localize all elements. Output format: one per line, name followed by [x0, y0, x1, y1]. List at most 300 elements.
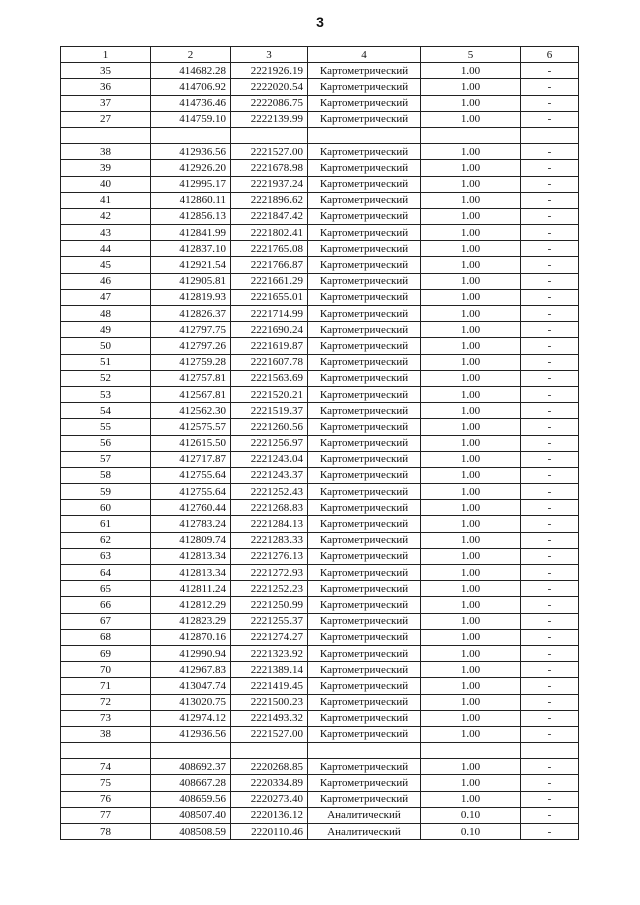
- accuracy-cell: 1.00: [421, 662, 521, 678]
- note-cell: -: [521, 824, 579, 840]
- accuracy-cell: 1.00: [421, 791, 521, 807]
- y-coordinate-cell: 2221493.32: [231, 710, 308, 726]
- method-cell: Картометрический: [308, 484, 421, 500]
- note-cell: -: [521, 484, 579, 500]
- table-row: [61, 338, 579, 354]
- table-row: [61, 500, 579, 516]
- table-row: [61, 726, 579, 742]
- x-coordinate-cell: 412809.74: [151, 532, 231, 548]
- method-cell: Картометрический: [308, 500, 421, 516]
- table-row: [61, 694, 579, 710]
- accuracy-cell: 1.00: [421, 435, 521, 451]
- note-cell: -: [521, 451, 579, 467]
- x-coordinate-cell: 408508.59: [151, 824, 231, 840]
- point-number-cell: 58: [61, 467, 151, 483]
- table-row: [61, 208, 579, 224]
- method-cell: Картометрический: [308, 370, 421, 386]
- table-row: [61, 775, 579, 791]
- x-coordinate-cell: 412755.64: [151, 484, 231, 500]
- y-coordinate-cell: 2221272.93: [231, 565, 308, 581]
- accuracy-cell: 1.00: [421, 160, 521, 176]
- point-number-cell: 66: [61, 597, 151, 613]
- method-cell: Картометрический: [308, 95, 421, 111]
- table-row: [61, 386, 579, 402]
- table-row: [61, 63, 579, 79]
- note-cell: -: [521, 160, 579, 176]
- table-body: [61, 63, 579, 840]
- point-number-cell: 46: [61, 273, 151, 289]
- note-cell: -: [521, 710, 579, 726]
- table-row: [61, 662, 579, 678]
- y-coordinate-cell: 2221563.69: [231, 370, 308, 386]
- table-row: [61, 791, 579, 807]
- x-coordinate-cell: 413020.75: [151, 694, 231, 710]
- method-cell: Картометрический: [308, 694, 421, 710]
- point-number-cell: 49: [61, 322, 151, 338]
- accuracy-cell: 1.00: [421, 678, 521, 694]
- table-row: [61, 95, 579, 111]
- accuracy-cell: 1.00: [421, 710, 521, 726]
- x-coordinate-cell: 412813.34: [151, 548, 231, 564]
- accuracy-cell: 1.00: [421, 629, 521, 645]
- method-cell: Картометрический: [308, 403, 421, 419]
- table-row: [61, 548, 579, 564]
- accuracy-cell: 1.00: [421, 532, 521, 548]
- x-coordinate-cell: 412856.13: [151, 208, 231, 224]
- note-cell: -: [521, 581, 579, 597]
- note-cell: -: [521, 192, 579, 208]
- note-cell: -: [521, 807, 579, 823]
- note-cell: -: [521, 306, 579, 322]
- accuracy-cell: 1.00: [421, 111, 521, 127]
- table-row: [61, 79, 579, 95]
- method-cell: Картометрический: [308, 306, 421, 322]
- y-coordinate-cell: 2221243.04: [231, 451, 308, 467]
- x-coordinate-cell: 412826.37: [151, 306, 231, 322]
- y-coordinate-cell: 2220268.85: [231, 759, 308, 775]
- y-coordinate-cell: 2221323.92: [231, 645, 308, 661]
- note-cell: -: [521, 775, 579, 791]
- y-coordinate-cell: 2221527.00: [231, 726, 308, 742]
- x-coordinate-cell: 412717.87: [151, 451, 231, 467]
- point-number-cell: 36: [61, 79, 151, 95]
- method-cell: Картометрический: [308, 338, 421, 354]
- note-cell: -: [521, 500, 579, 516]
- x-coordinate-cell: 412926.20: [151, 160, 231, 176]
- point-number-cell: 54: [61, 403, 151, 419]
- accuracy-cell: 1.00: [421, 726, 521, 742]
- y-coordinate-cell: 2221243.37: [231, 467, 308, 483]
- accuracy-cell: 1.00: [421, 241, 521, 257]
- point-number-cell: 61: [61, 516, 151, 532]
- table-row: [61, 435, 579, 451]
- note-cell: -: [521, 516, 579, 532]
- x-coordinate-cell: 412841.99: [151, 225, 231, 241]
- x-coordinate-cell: [151, 743, 231, 759]
- accuracy-cell: 1.00: [421, 467, 521, 483]
- method-cell: Картометрический: [308, 597, 421, 613]
- column-header: 6: [521, 47, 579, 63]
- method-cell: Картометрический: [308, 419, 421, 435]
- note-cell: -: [521, 678, 579, 694]
- point-number-cell: 70: [61, 662, 151, 678]
- note-cell: -: [521, 225, 579, 241]
- accuracy-cell: 1.00: [421, 694, 521, 710]
- accuracy-cell: 1.00: [421, 322, 521, 338]
- method-cell: Картометрический: [308, 241, 421, 257]
- table-row: [61, 241, 579, 257]
- table-row: [61, 257, 579, 273]
- column-header: 2: [151, 47, 231, 63]
- table-row: [61, 144, 579, 160]
- method-cell: Картометрический: [308, 192, 421, 208]
- table-row: [61, 759, 579, 775]
- accuracy-cell: 1.00: [421, 565, 521, 581]
- accuracy-cell: 1.00: [421, 95, 521, 111]
- y-coordinate-cell: 2221802.41: [231, 225, 308, 241]
- table-row: [61, 111, 579, 127]
- y-coordinate-cell: 2221607.78: [231, 354, 308, 370]
- y-coordinate-cell: 2221250.99: [231, 597, 308, 613]
- note-cell: -: [521, 208, 579, 224]
- point-number-cell: 74: [61, 759, 151, 775]
- x-coordinate-cell: 412759.28: [151, 354, 231, 370]
- method-cell: Картометрический: [308, 176, 421, 192]
- point-number-cell: 55: [61, 419, 151, 435]
- point-number-cell: 52: [61, 370, 151, 386]
- y-coordinate-cell: 2220273.40: [231, 791, 308, 807]
- table-row: [61, 807, 579, 823]
- table-row-blank: [61, 743, 579, 759]
- accuracy-cell: 1.00: [421, 419, 521, 435]
- table-row: [61, 467, 579, 483]
- x-coordinate-cell: 412870.16: [151, 629, 231, 645]
- y-coordinate-cell: 2221520.21: [231, 386, 308, 402]
- column-header: 4: [308, 47, 421, 63]
- y-coordinate-cell: 2220110.46: [231, 824, 308, 840]
- method-cell: Картометрический: [308, 645, 421, 661]
- note-cell: -: [521, 95, 579, 111]
- y-coordinate-cell: 2221678.98: [231, 160, 308, 176]
- method-cell: Картометрический: [308, 532, 421, 548]
- note-cell: -: [521, 63, 579, 79]
- table-row: [61, 678, 579, 694]
- method-cell: [308, 127, 421, 143]
- point-number-cell: 40: [61, 176, 151, 192]
- note-cell: -: [521, 532, 579, 548]
- y-coordinate-cell: 2221690.24: [231, 322, 308, 338]
- note-cell: -: [521, 759, 579, 775]
- table-row: [61, 273, 579, 289]
- x-coordinate-cell: 412811.24: [151, 581, 231, 597]
- x-coordinate-cell: 408659.56: [151, 791, 231, 807]
- y-coordinate-cell: 2220136.12: [231, 807, 308, 823]
- accuracy-cell: 1.00: [421, 403, 521, 419]
- y-coordinate-cell: 2221255.37: [231, 613, 308, 629]
- y-coordinate-cell: 2221655.01: [231, 289, 308, 305]
- x-coordinate-cell: 412921.54: [151, 257, 231, 273]
- accuracy-cell: 1.00: [421, 500, 521, 516]
- point-number-cell: 68: [61, 629, 151, 645]
- table-row: [61, 354, 579, 370]
- method-cell: Картометрический: [308, 775, 421, 791]
- note-cell: -: [521, 726, 579, 742]
- point-number-cell: 65: [61, 581, 151, 597]
- x-coordinate-cell: 412813.34: [151, 565, 231, 581]
- note-cell: -: [521, 322, 579, 338]
- table-row: [61, 581, 579, 597]
- accuracy-cell: 1.00: [421, 79, 521, 95]
- table-row: [61, 645, 579, 661]
- x-coordinate-cell: 412562.30: [151, 403, 231, 419]
- method-cell: Картометрический: [308, 79, 421, 95]
- note-cell: -: [521, 403, 579, 419]
- point-number-cell: 53: [61, 386, 151, 402]
- method-cell: Аналитический: [308, 807, 421, 823]
- point-number-cell: [61, 743, 151, 759]
- table-row: [61, 484, 579, 500]
- note-cell: -: [521, 629, 579, 645]
- x-coordinate-cell: 412797.75: [151, 322, 231, 338]
- point-number-cell: 67: [61, 613, 151, 629]
- accuracy-cell: 0.10: [421, 824, 521, 840]
- table-row: [61, 532, 579, 548]
- point-number-cell: 63: [61, 548, 151, 564]
- y-coordinate-cell: 2221419.45: [231, 678, 308, 694]
- point-number-cell: 72: [61, 694, 151, 710]
- note-cell: -: [521, 289, 579, 305]
- note-cell: -: [521, 241, 579, 257]
- y-coordinate-cell: 2221527.00: [231, 144, 308, 160]
- table-row: [61, 451, 579, 467]
- point-number-cell: 50: [61, 338, 151, 354]
- method-cell: [308, 743, 421, 759]
- method-cell: Картометрический: [308, 208, 421, 224]
- x-coordinate-cell: 414759.10: [151, 111, 231, 127]
- method-cell: Картометрический: [308, 581, 421, 597]
- method-cell: Картометрический: [308, 451, 421, 467]
- point-number-cell: 41: [61, 192, 151, 208]
- note-cell: -: [521, 645, 579, 661]
- table-row: [61, 403, 579, 419]
- x-coordinate-cell: 412760.44: [151, 500, 231, 516]
- point-number-cell: 35: [61, 63, 151, 79]
- column-header: 1: [61, 47, 151, 63]
- point-number-cell: 62: [61, 532, 151, 548]
- y-coordinate-cell: 2221766.87: [231, 257, 308, 273]
- method-cell: Аналитический: [308, 824, 421, 840]
- x-coordinate-cell: 412936.56: [151, 144, 231, 160]
- x-coordinate-cell: 412567.81: [151, 386, 231, 402]
- accuracy-cell: 1.00: [421, 225, 521, 241]
- note-cell: -: [521, 176, 579, 192]
- method-cell: Картометрический: [308, 273, 421, 289]
- accuracy-cell: 1.00: [421, 354, 521, 370]
- accuracy-cell: 1.00: [421, 208, 521, 224]
- point-number-cell: 48: [61, 306, 151, 322]
- x-coordinate-cell: 412990.94: [151, 645, 231, 661]
- accuracy-cell: 1.00: [421, 613, 521, 629]
- x-coordinate-cell: 414736.46: [151, 95, 231, 111]
- method-cell: Картометрический: [308, 467, 421, 483]
- y-coordinate-cell: 2221926.19: [231, 63, 308, 79]
- method-cell: Картометрический: [308, 322, 421, 338]
- page-number: 3: [316, 14, 324, 30]
- accuracy-cell: 1.00: [421, 581, 521, 597]
- table-header-row: [61, 47, 579, 63]
- note-cell: -: [521, 111, 579, 127]
- point-number-cell: 42: [61, 208, 151, 224]
- table-row: [61, 370, 579, 386]
- point-number-cell: 37: [61, 95, 151, 111]
- note-cell: -: [521, 370, 579, 386]
- point-number-cell: 76: [61, 791, 151, 807]
- note-cell: -: [521, 613, 579, 629]
- y-coordinate-cell: 2221283.33: [231, 532, 308, 548]
- point-number-cell: 71: [61, 678, 151, 694]
- table-row: [61, 597, 579, 613]
- method-cell: Картометрический: [308, 710, 421, 726]
- x-coordinate-cell: 412967.83: [151, 662, 231, 678]
- point-number-cell: 39: [61, 160, 151, 176]
- accuracy-cell: 1.00: [421, 597, 521, 613]
- method-cell: Картометрический: [308, 289, 421, 305]
- note-cell: -: [521, 338, 579, 354]
- table-row: [61, 629, 579, 645]
- point-number-cell: 73: [61, 710, 151, 726]
- column-header: 5: [421, 47, 521, 63]
- y-coordinate-cell: 2221256.97: [231, 435, 308, 451]
- accuracy-cell: 1.00: [421, 516, 521, 532]
- method-cell: Картометрический: [308, 435, 421, 451]
- table-row: [61, 306, 579, 322]
- y-coordinate-cell: [231, 127, 308, 143]
- y-coordinate-cell: 2221274.27: [231, 629, 308, 645]
- note-cell: -: [521, 597, 579, 613]
- accuracy-cell: 1.00: [421, 176, 521, 192]
- table-row: [61, 710, 579, 726]
- method-cell: Картометрический: [308, 111, 421, 127]
- note-cell: -: [521, 354, 579, 370]
- y-coordinate-cell: 2221765.08: [231, 241, 308, 257]
- y-coordinate-cell: 2221519.37: [231, 403, 308, 419]
- x-coordinate-cell: 412783.24: [151, 516, 231, 532]
- x-coordinate-cell: 412757.81: [151, 370, 231, 386]
- note-cell: -: [521, 79, 579, 95]
- accuracy-cell: 1.00: [421, 192, 521, 208]
- note-cell: -: [521, 386, 579, 402]
- note-cell: [521, 743, 579, 759]
- method-cell: Картометрический: [308, 726, 421, 742]
- method-cell: Картометрический: [308, 225, 421, 241]
- method-cell: Картометрический: [308, 160, 421, 176]
- x-coordinate-cell: 413047.74: [151, 678, 231, 694]
- point-number-cell: 69: [61, 645, 151, 661]
- note-cell: -: [521, 435, 579, 451]
- x-coordinate-cell: 412823.29: [151, 613, 231, 629]
- y-coordinate-cell: 2221276.13: [231, 548, 308, 564]
- table-row: [61, 289, 579, 305]
- accuracy-cell: 1.00: [421, 289, 521, 305]
- table-row: [61, 225, 579, 241]
- x-coordinate-cell: 412797.26: [151, 338, 231, 354]
- accuracy-cell: 1.00: [421, 386, 521, 402]
- note-cell: -: [521, 548, 579, 564]
- y-coordinate-cell: 2221937.24: [231, 176, 308, 192]
- x-coordinate-cell: 414682.28: [151, 63, 231, 79]
- point-number-cell: [61, 127, 151, 143]
- point-number-cell: 78: [61, 824, 151, 840]
- accuracy-cell: 1.00: [421, 306, 521, 322]
- accuracy-cell: 1.00: [421, 645, 521, 661]
- x-coordinate-cell: 408667.28: [151, 775, 231, 791]
- note-cell: -: [521, 273, 579, 289]
- accuracy-cell: 1.00: [421, 775, 521, 791]
- y-coordinate-cell: 2221500.23: [231, 694, 308, 710]
- method-cell: Картометрический: [308, 548, 421, 564]
- table-row: [61, 322, 579, 338]
- y-coordinate-cell: 2222086.75: [231, 95, 308, 111]
- accuracy-cell: 1.00: [421, 273, 521, 289]
- y-coordinate-cell: 2221268.83: [231, 500, 308, 516]
- y-coordinate-cell: [231, 743, 308, 759]
- point-number-cell: 38: [61, 144, 151, 160]
- accuracy-cell: 1.00: [421, 63, 521, 79]
- point-number-cell: 57: [61, 451, 151, 467]
- note-cell: -: [521, 144, 579, 160]
- method-cell: Картометрический: [308, 257, 421, 273]
- x-coordinate-cell: 408692.37: [151, 759, 231, 775]
- accuracy-cell: 1.00: [421, 338, 521, 354]
- method-cell: Картометрический: [308, 678, 421, 694]
- note-cell: -: [521, 467, 579, 483]
- x-coordinate-cell: 412575.57: [151, 419, 231, 435]
- note-cell: [521, 127, 579, 143]
- method-cell: Картометрический: [308, 63, 421, 79]
- table-row: [61, 824, 579, 840]
- point-number-cell: 45: [61, 257, 151, 273]
- method-cell: Картометрический: [308, 565, 421, 581]
- method-cell: Картометрический: [308, 516, 421, 532]
- note-cell: -: [521, 694, 579, 710]
- table-row: [61, 565, 579, 581]
- x-coordinate-cell: 412995.17: [151, 176, 231, 192]
- x-coordinate-cell: 414706.92: [151, 79, 231, 95]
- x-coordinate-cell: 412837.10: [151, 241, 231, 257]
- accuracy-cell: [421, 743, 521, 759]
- table-row: [61, 613, 579, 629]
- note-cell: -: [521, 662, 579, 678]
- accuracy-cell: 1.00: [421, 484, 521, 500]
- point-number-cell: 75: [61, 775, 151, 791]
- coordinates-table: [60, 46, 579, 840]
- table-row: [61, 160, 579, 176]
- point-number-cell: 27: [61, 111, 151, 127]
- y-coordinate-cell: 2221260.56: [231, 419, 308, 435]
- y-coordinate-cell: 2222020.54: [231, 79, 308, 95]
- x-coordinate-cell: 412905.81: [151, 273, 231, 289]
- point-number-cell: 60: [61, 500, 151, 516]
- accuracy-cell: 1.00: [421, 548, 521, 564]
- y-coordinate-cell: 2221847.42: [231, 208, 308, 224]
- method-cell: Картометрический: [308, 144, 421, 160]
- accuracy-cell: 1.00: [421, 257, 521, 273]
- y-coordinate-cell: 2221619.87: [231, 338, 308, 354]
- x-coordinate-cell: 408507.40: [151, 807, 231, 823]
- x-coordinate-cell: 412812.29: [151, 597, 231, 613]
- accuracy-cell: 1.00: [421, 759, 521, 775]
- y-coordinate-cell: 2221896.62: [231, 192, 308, 208]
